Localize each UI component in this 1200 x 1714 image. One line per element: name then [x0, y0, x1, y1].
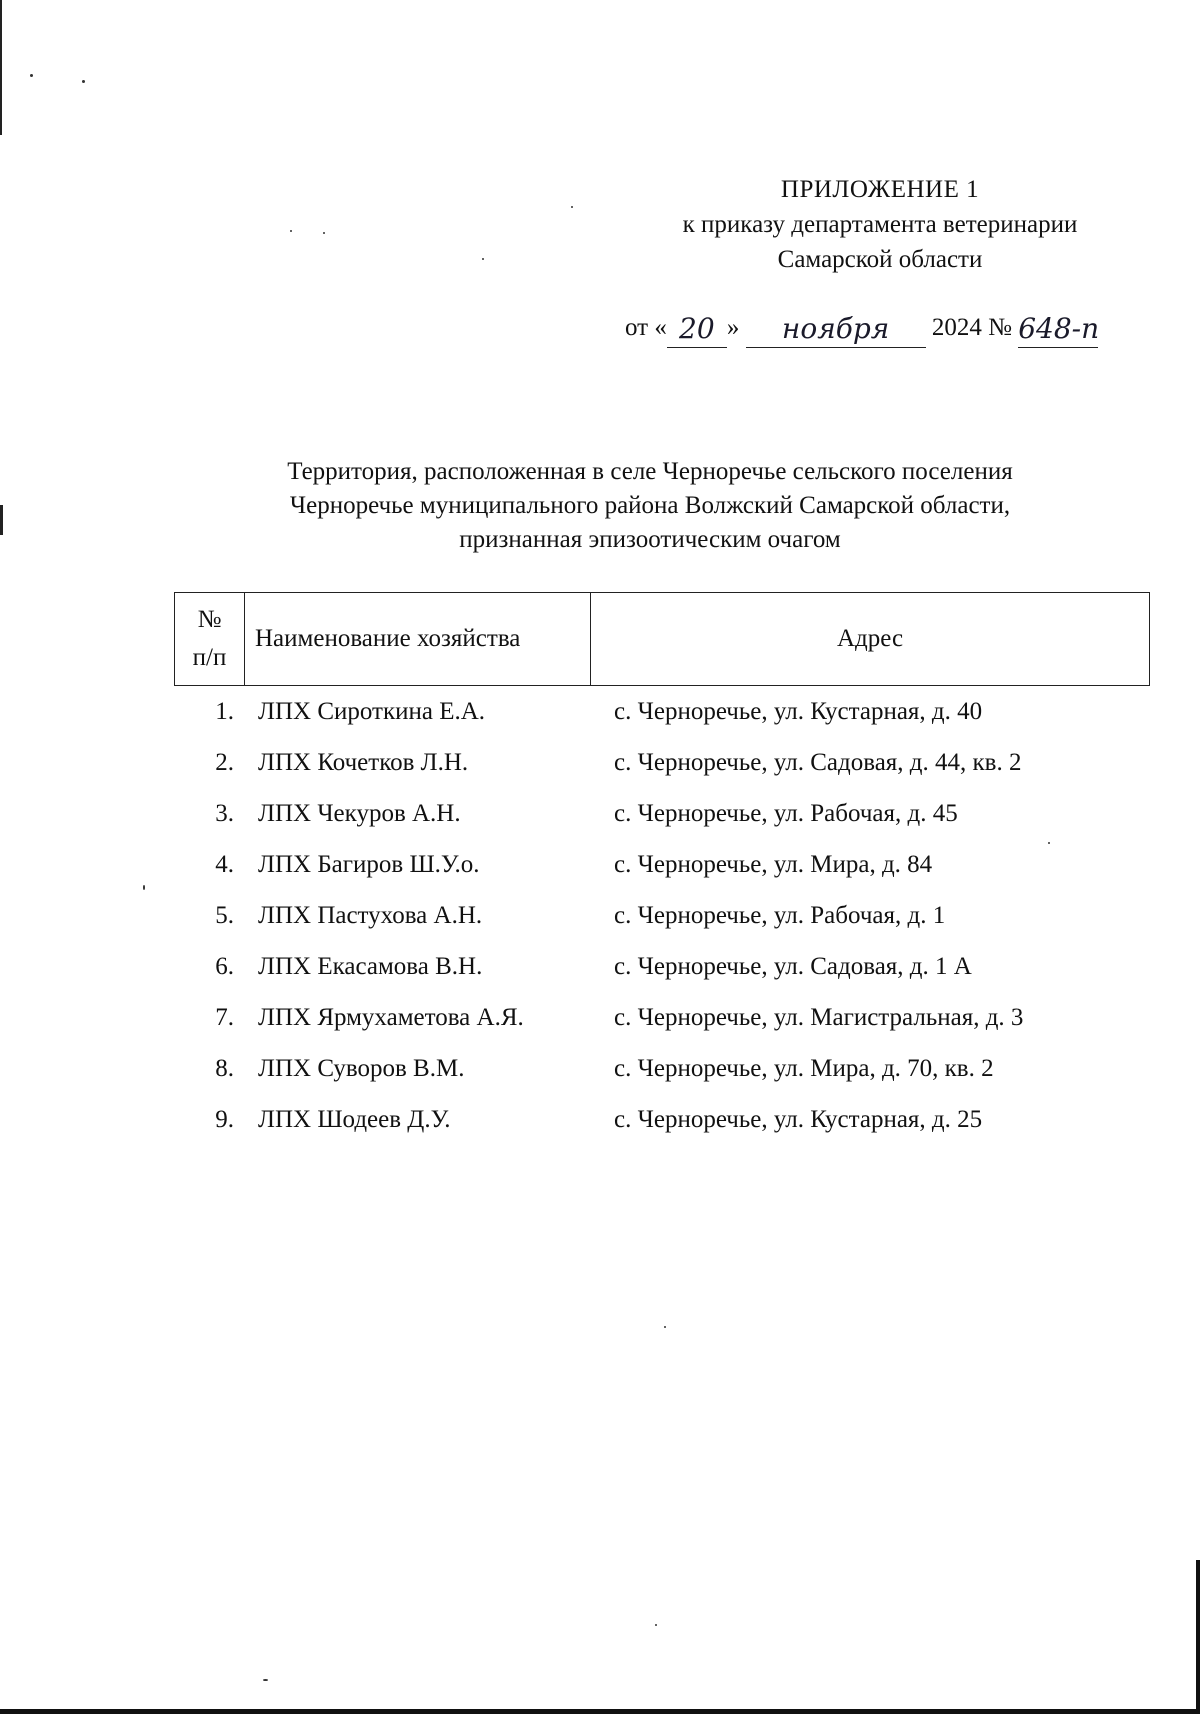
- header-number-pp: п/п: [192, 644, 227, 671]
- order-year: 2024 №: [931, 314, 1012, 341]
- farms-table: [174, 592, 1150, 1145]
- order-month-handwritten: ноября: [746, 311, 926, 348]
- row-farm-name: ЛПХ Пастухова А.Н.: [258, 901, 483, 929]
- header-number: [175, 593, 245, 685]
- heading-line-3: признанная эпизоотическим очагом: [459, 526, 841, 553]
- scan-speck: [263, 1679, 268, 1681]
- row-farm-name: ЛПХ Шодеев Д.У.: [258, 1105, 451, 1133]
- scan-speck: [664, 1326, 666, 1328]
- scan-speck: [143, 885, 145, 890]
- row-farm-name: ЛПХ Екасамова В.Н.: [258, 952, 483, 980]
- table-row: [174, 839, 1150, 890]
- row-farm-name: ЛПХ Сироткина Е.А.: [258, 697, 486, 725]
- row-address: с. Черноречье, ул. Мира, д. 70, кв. 2: [614, 1054, 994, 1082]
- scan-speck: [323, 232, 325, 234]
- row-address: с. Черноречье, ул. Садовая, д. 44, кв. 2: [614, 748, 1022, 776]
- scan-edge-bottom: [0, 1709, 1200, 1714]
- scan-speck: [655, 1624, 657, 1626]
- table-row: [174, 1094, 1150, 1145]
- row-farm-name: ЛПХ Багиров Ш.У.о.: [258, 850, 480, 878]
- table-row: [174, 686, 1150, 737]
- row-address: с. Черноречье, ул. Садовая, д. 1 А: [614, 952, 972, 980]
- order-date-line: [625, 308, 1185, 358]
- order-prefix: от «: [625, 314, 667, 341]
- scan-edge-right: [1196, 1560, 1200, 1714]
- scan-edge-left: [0, 0, 2, 135]
- row-number: 5.: [215, 901, 234, 929]
- table-row: [174, 941, 1150, 992]
- table-body: [174, 686, 1150, 1145]
- order-number-handwritten: 648-п: [1018, 311, 1098, 348]
- scan-speck: [30, 74, 33, 77]
- row-number: 6.: [215, 952, 234, 980]
- row-number: 4.: [215, 850, 234, 878]
- order-day-handwritten: 20: [667, 311, 727, 348]
- appendix-block: [600, 172, 1160, 277]
- row-number: 3.: [215, 799, 234, 827]
- row-address: с. Черноречье, ул. Магистральная, д. 3: [614, 1003, 1024, 1031]
- table-row: [174, 788, 1150, 839]
- table-header: [174, 592, 1150, 686]
- heading-line-1: Территория, расположенная в селе Черноречье сельского поселения: [287, 458, 1013, 485]
- scan-speck: [290, 230, 292, 232]
- document-heading: [160, 455, 1140, 557]
- row-farm-name: ЛПХ Чекуров А.Н.: [258, 799, 461, 827]
- table-row: [174, 992, 1150, 1043]
- appendix-title: ПРИЛОЖЕНИЕ 1: [780, 176, 980, 203]
- table-row: [174, 1043, 1150, 1094]
- row-farm-name: ЛПХ Суворов В.М.: [258, 1054, 465, 1082]
- row-farm-name: ЛПХ Кочетков Л.Н.: [258, 748, 469, 776]
- heading-line-2: Черноречье муниципального района Волжский Самарской области,: [289, 492, 1011, 519]
- scan-speck: [482, 258, 484, 260]
- row-address: с. Черноречье, ул. Рабочая, д. 1: [614, 901, 946, 929]
- appendix-line-2: Самарской области: [777, 246, 983, 273]
- header-farm-name: Наименование хозяйства: [245, 593, 591, 685]
- row-number: 2.: [215, 748, 234, 776]
- row-address: с. Черноречье, ул. Кустарная, д. 40: [614, 697, 983, 725]
- row-number: 1.: [215, 697, 234, 725]
- row-number: 9.: [215, 1105, 234, 1133]
- table-row: [174, 890, 1150, 941]
- row-number: 7.: [215, 1003, 234, 1031]
- header-number-sign: №: [197, 606, 222, 633]
- scan-speck: [82, 80, 85, 83]
- scan-edge-mark: [0, 505, 3, 535]
- row-address: с. Черноречье, ул. Рабочая, д. 45: [614, 799, 958, 827]
- appendix-line-1: к приказу департамента ветеринарии: [682, 211, 1078, 238]
- row-address: с. Черноречье, ул. Мира, д. 84: [614, 850, 933, 878]
- header-address: Адрес: [836, 625, 904, 652]
- row-farm-name: ЛПХ Ярмухаметова А.Я.: [258, 1003, 524, 1031]
- order-quote-close: »: [726, 314, 740, 341]
- table-row: [174, 737, 1150, 788]
- row-number: 8.: [215, 1054, 234, 1082]
- scan-speck: [571, 206, 573, 208]
- row-address: с. Черноречье, ул. Кустарная, д. 25: [614, 1105, 983, 1133]
